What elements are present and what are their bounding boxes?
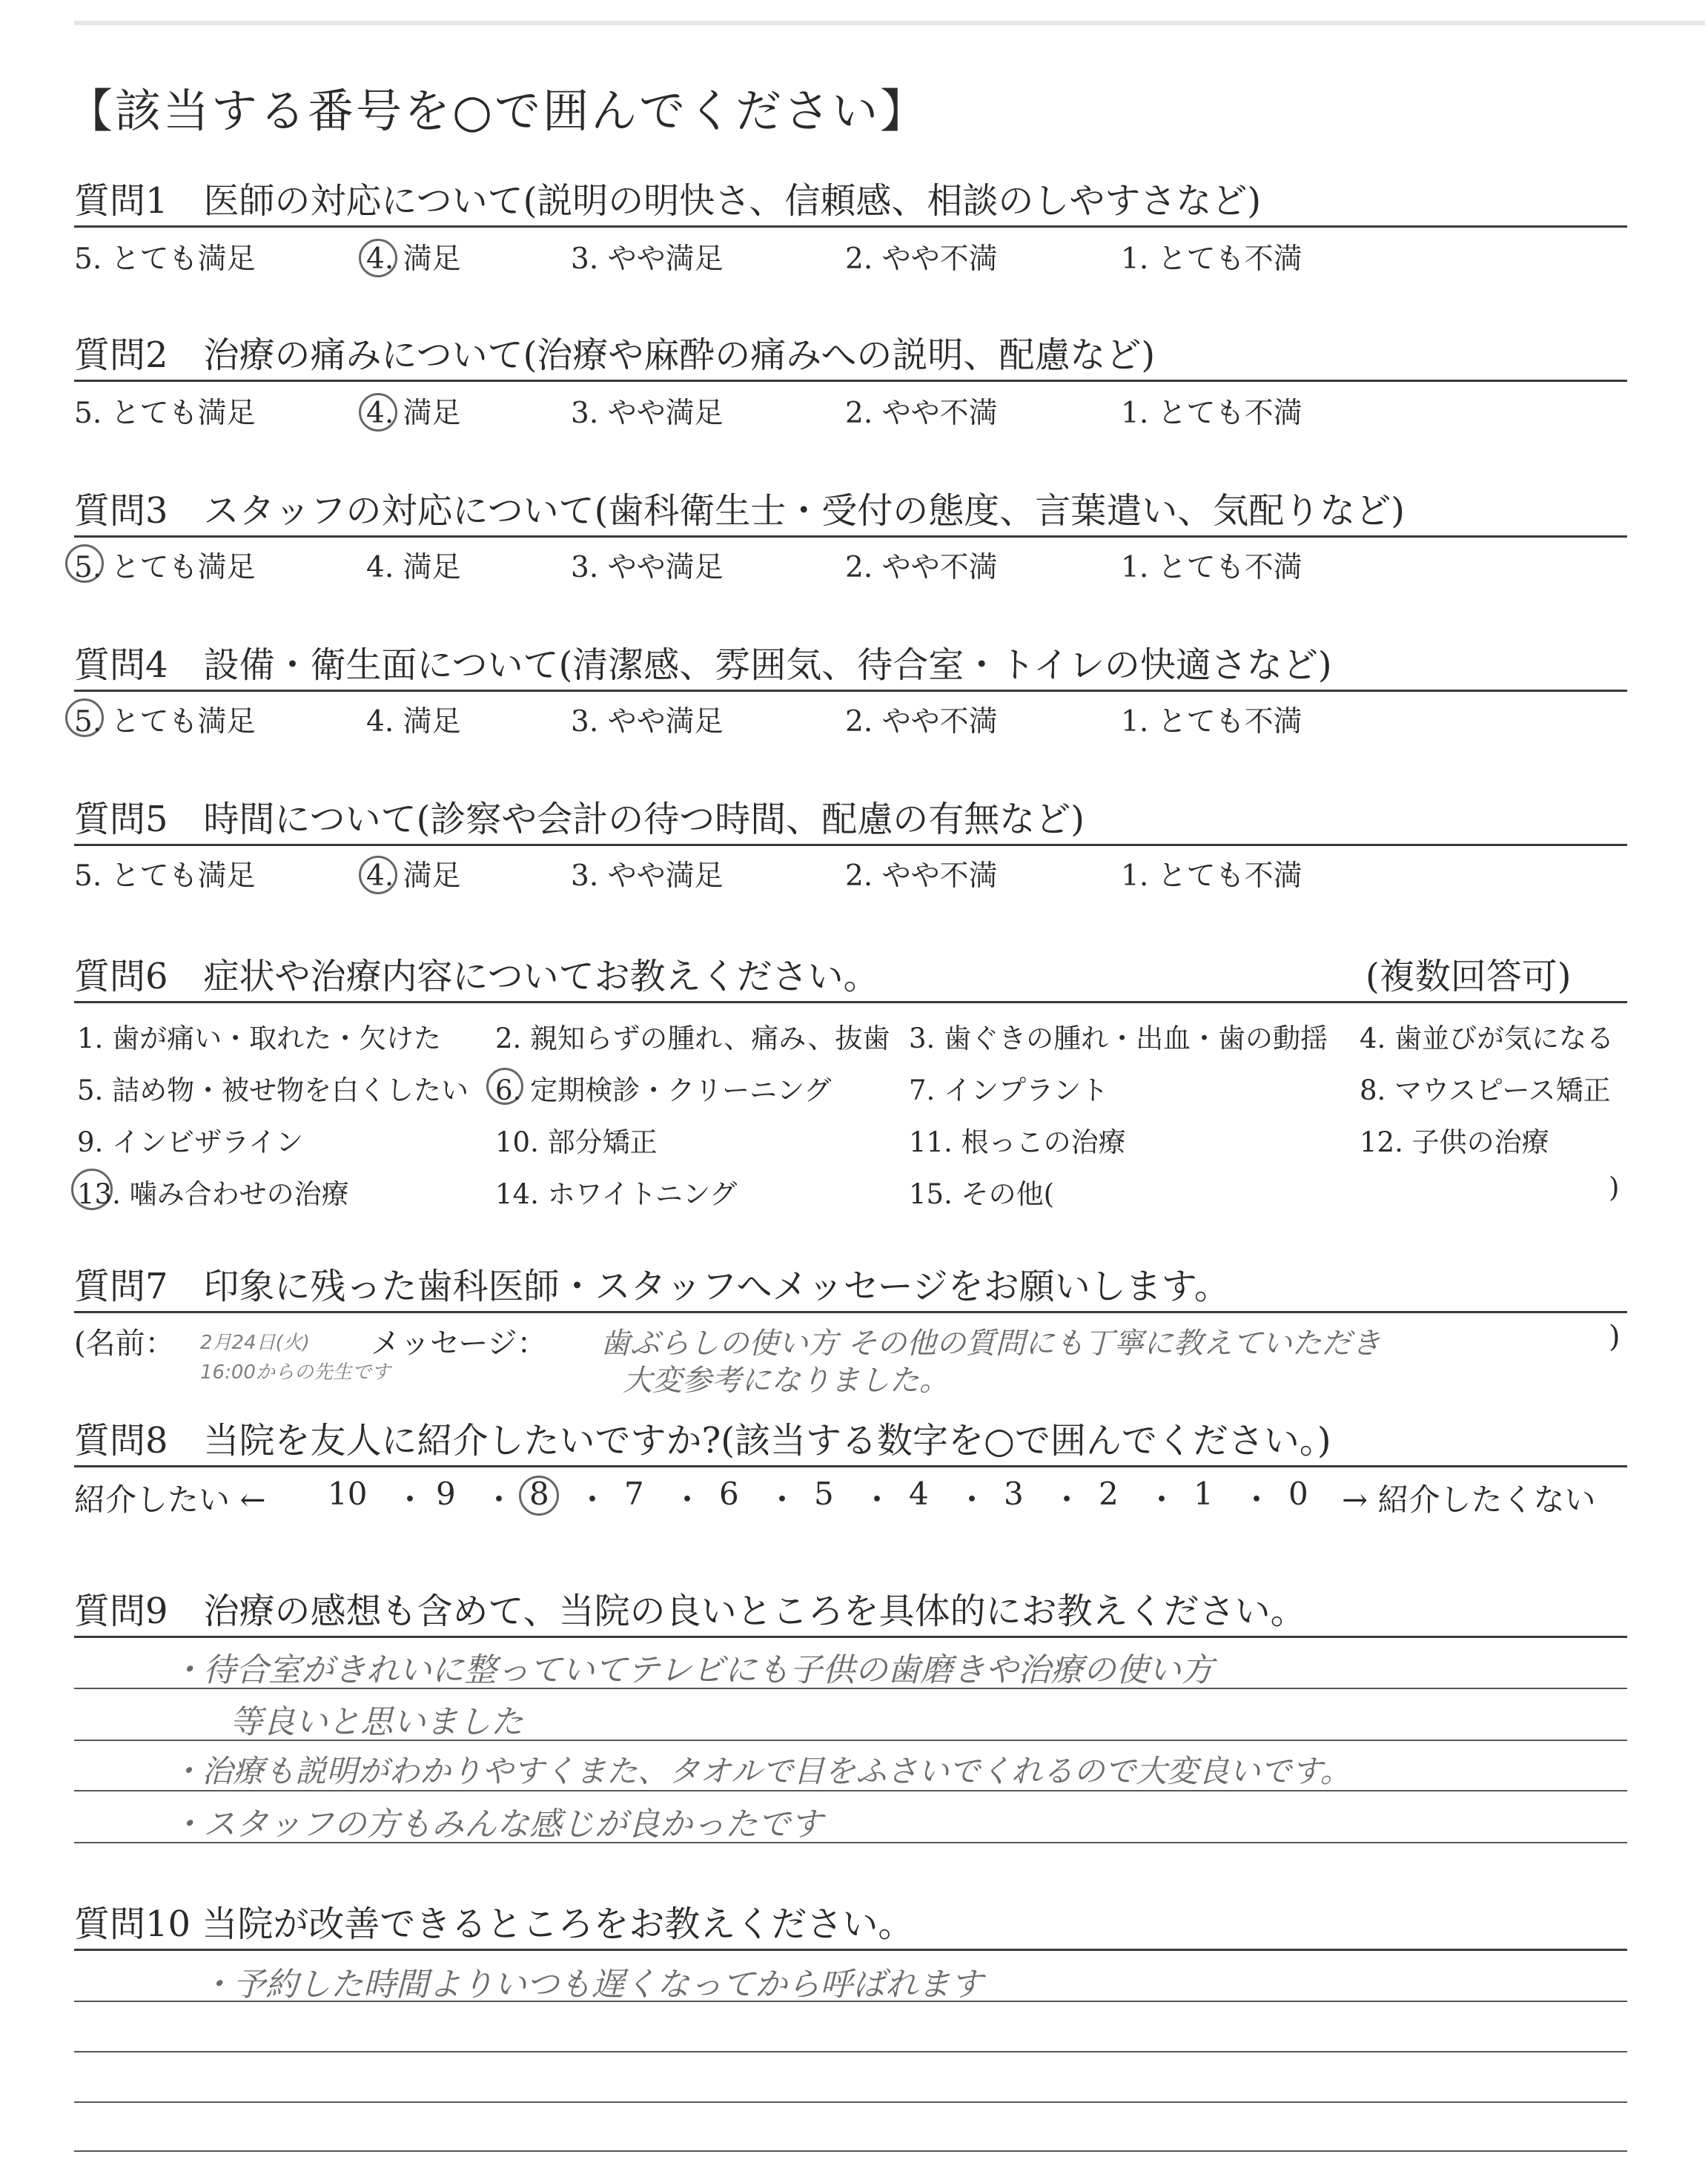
q6-option-1[interactable]: 1. 歯が痛い・取れた・欠けた: [77, 1023, 442, 1054]
q2-rating-2[interactable]: 2. やや不満: [845, 397, 998, 430]
q6-option-9[interactable]: 9. インビザライン: [77, 1126, 303, 1158]
q4-rating-2[interactable]: 2. やや不満: [845, 705, 998, 739]
q5-rating-1[interactable]: 1. とても不満: [1121, 859, 1302, 893]
q8-dot: ・: [1051, 1482, 1083, 1518]
q8-number-3[interactable]: 3: [1004, 1476, 1024, 1512]
q3-rating-4[interactable]: 4. 満足: [366, 551, 461, 584]
q6-rule: [74, 1001, 1627, 1003]
q7-close-paren: ): [1609, 1320, 1621, 1354]
q6-option-8[interactable]: 8. マウスピース矯正: [1360, 1074, 1611, 1106]
q9-rule: [74, 1636, 1627, 1638]
q6-option-7[interactable]: 7. インプラント: [909, 1074, 1109, 1106]
q1-title: 質問1 医師の対応について(説明の明快さ、信頼感、相談のしやすさなど): [74, 180, 1262, 222]
q5-rating-2[interactable]: 2. やや不満: [845, 859, 998, 893]
q10-title: 質問10 当院が改善できるところをお教えください。: [74, 1903, 914, 1945]
q10-writing-line: [74, 2051, 1627, 2052]
q9-answer-line-3: ・治療も説明がわかりやすくまた、タオルで目をふさいでくれるので大変良いです。: [171, 1753, 1351, 1789]
q1-rule: [74, 225, 1627, 228]
q5-rating-5[interactable]: 5. とても満足: [74, 859, 256, 893]
q6-option-2[interactable]: 2. 親知らずの腫れ、痛み、抜歯: [495, 1023, 890, 1054]
q8-number-4[interactable]: 4: [909, 1476, 929, 1512]
q7-message-handwriting-2: 大変参考になりました。: [623, 1364, 949, 1398]
q6-option-15-close: ): [1609, 1172, 1620, 1203]
q2-rating-5[interactable]: 5. とても満足: [74, 397, 256, 430]
q5-rating-3[interactable]: 3. やや満足: [571, 859, 724, 893]
q7-name-handwriting-2: 16:00からの先生です: [200, 1361, 391, 1384]
q5-rating-4[interactable]: 4. 満足: [366, 859, 461, 893]
q5-title: 質問5 時間について(診察や会計の待つ時間、配慮の有無など): [74, 799, 1085, 840]
q3-rating-1[interactable]: 1. とても不満: [1121, 551, 1302, 584]
q2-title: 質問2 治療の痛みについて(治療や麻酔の痛みへの説明、配慮など): [74, 334, 1156, 376]
q7-message-handwriting-1: 歯ぶらしの使い方 その他の質問にも丁寧に教えていただき: [600, 1327, 1381, 1361]
q8-dot: ・: [1241, 1482, 1273, 1518]
q8-left-label: 紹介したい ←: [74, 1482, 266, 1518]
q6-option-15[interactable]: 15. その他(: [909, 1178, 1055, 1210]
q1-rating-4[interactable]: 4. 満足: [366, 242, 461, 276]
q4-rating-4[interactable]: 4. 満足: [366, 705, 461, 739]
q3-rating-2[interactable]: 2. やや不満: [845, 551, 998, 584]
q8-number-1[interactable]: 1: [1194, 1476, 1214, 1512]
q9-title: 質問9 治療の感想も含めて、当院の良いところを具体的にお教えください。: [74, 1591, 1306, 1632]
q6-title: 質問6 症状や治療内容についてお教えください。: [74, 956, 879, 997]
q7-title: 質問7 印象に残った歯科医師・スタッフへメッセージをお願いします。: [74, 1266, 1230, 1307]
q9-answer-line-1: ・待合室がきれいに整っていてテレビにも子供の歯磨きや治療の使い方: [171, 1651, 1214, 1689]
q7-rule: [74, 1311, 1627, 1313]
q9-writing-line: [74, 1842, 1627, 1843]
q4-rating-3[interactable]: 3. やや満足: [571, 705, 724, 739]
q6-option-5[interactable]: 5. 詰め物・被せ物を白くしたい: [77, 1074, 469, 1106]
q9-writing-line: [74, 1740, 1627, 1741]
q4-rating-5[interactable]: 5. とても満足: [74, 705, 256, 739]
page-header: 【該当する番号を○で囲んでください】: [67, 84, 929, 138]
q7-name-handwriting-1: 2月24日(火): [200, 1332, 310, 1354]
q3-rule: [74, 535, 1627, 538]
q9-answer-line-2: 等良いと思いました: [230, 1703, 523, 1741]
q8-dot: ・: [483, 1482, 515, 1518]
q8-number-9[interactable]: 9: [436, 1476, 456, 1512]
q3-rating-3[interactable]: 3. やや満足: [571, 551, 724, 584]
q8-number-0[interactable]: 0: [1288, 1476, 1308, 1512]
q1-rating-2[interactable]: 2. やや不満: [845, 242, 998, 276]
q3-title: 質問3 スタッフの対応について(歯科衛生士・受付の態度、言葉遣い、気配りなど): [74, 490, 1406, 532]
q6-option-10[interactable]: 10. 部分矯正: [495, 1126, 658, 1158]
q4-rule: [74, 690, 1627, 692]
q10-writing-line: [74, 2101, 1627, 2103]
q7-name-label: (名前：: [74, 1327, 175, 1361]
q4-rating-1[interactable]: 1. とても不満: [1121, 705, 1302, 739]
q6-option-4[interactable]: 4. 歯並びが気になる: [1360, 1023, 1615, 1054]
q10-writing-line: [74, 2150, 1627, 2152]
q8-number-8[interactable]: 8: [529, 1476, 549, 1512]
q6-note: (複数回答可): [1366, 956, 1572, 997]
q3-rating-5[interactable]: 5. とても満足: [74, 551, 256, 584]
q1-rating-3[interactable]: 3. やや満足: [571, 242, 724, 276]
q6-option-3[interactable]: 3. 歯ぐきの腫れ・出血・歯の動揺: [909, 1023, 1328, 1054]
q5-rule: [74, 844, 1627, 846]
q9-writing-line: [74, 1688, 1627, 1689]
q6-option-14[interactable]: 14. ホワイトニング: [495, 1178, 738, 1210]
q2-rating-1[interactable]: 1. とても不満: [1121, 397, 1302, 430]
q8-dot: ・: [394, 1482, 426, 1518]
q8-right-label: → 紹介したくない: [1342, 1482, 1596, 1518]
page-top-edge: [74, 21, 1705, 25]
q8-dot: ・: [956, 1482, 988, 1518]
q7-message-label: メッセージ：: [371, 1327, 547, 1361]
q2-rating-3[interactable]: 3. やや満足: [571, 397, 724, 430]
q8-dot: ・: [767, 1482, 798, 1518]
q8-dot: ・: [577, 1482, 609, 1518]
q2-rule: [74, 380, 1627, 382]
q8-number-2[interactable]: 2: [1099, 1476, 1119, 1512]
q10-answer-line-1: ・予約した時間よりいつも遅くなってから呼ばれます: [200, 1966, 983, 2004]
q8-number-5[interactable]: 5: [814, 1476, 834, 1512]
q8-title: 質問8 当院を友人に紹介したいですか?(該当する数字を○で囲んでください。): [74, 1420, 1331, 1462]
q8-number-10[interactable]: 10: [328, 1476, 368, 1512]
q4-title: 質問4 設備・衛生面について(清潔感、雰囲気、待合室・トイレの快適さなど): [74, 644, 1332, 686]
q1-rating-5[interactable]: 5. とても満足: [74, 242, 256, 276]
q6-option-12[interactable]: 12. 子供の治療: [1360, 1126, 1549, 1158]
q8-number-6[interactable]: 6: [719, 1476, 739, 1512]
q6-option-6[interactable]: 6. 定期検診・クリーニング: [495, 1074, 832, 1106]
q8-dot: ・: [1146, 1482, 1178, 1518]
q8-number-7[interactable]: 7: [624, 1476, 644, 1512]
q2-rating-4[interactable]: 4. 満足: [366, 397, 461, 430]
q8-rule: [74, 1465, 1627, 1467]
q8-dot: ・: [672, 1482, 704, 1518]
q10-rule: [74, 1949, 1627, 1951]
q1-rating-1[interactable]: 1. とても不満: [1121, 242, 1302, 276]
q8-dot: ・: [861, 1482, 893, 1518]
q10-writing-line: [74, 2001, 1627, 2002]
q6-option-13[interactable]: 13. 噛み合わせの治療: [77, 1178, 349, 1210]
q9-answer-line-4: ・スタッフの方もみんな感じが良かったです: [171, 1806, 823, 1843]
q6-option-11[interactable]: 11. 根っこの治療: [909, 1126, 1126, 1158]
q9-writing-line: [74, 1790, 1627, 1791]
